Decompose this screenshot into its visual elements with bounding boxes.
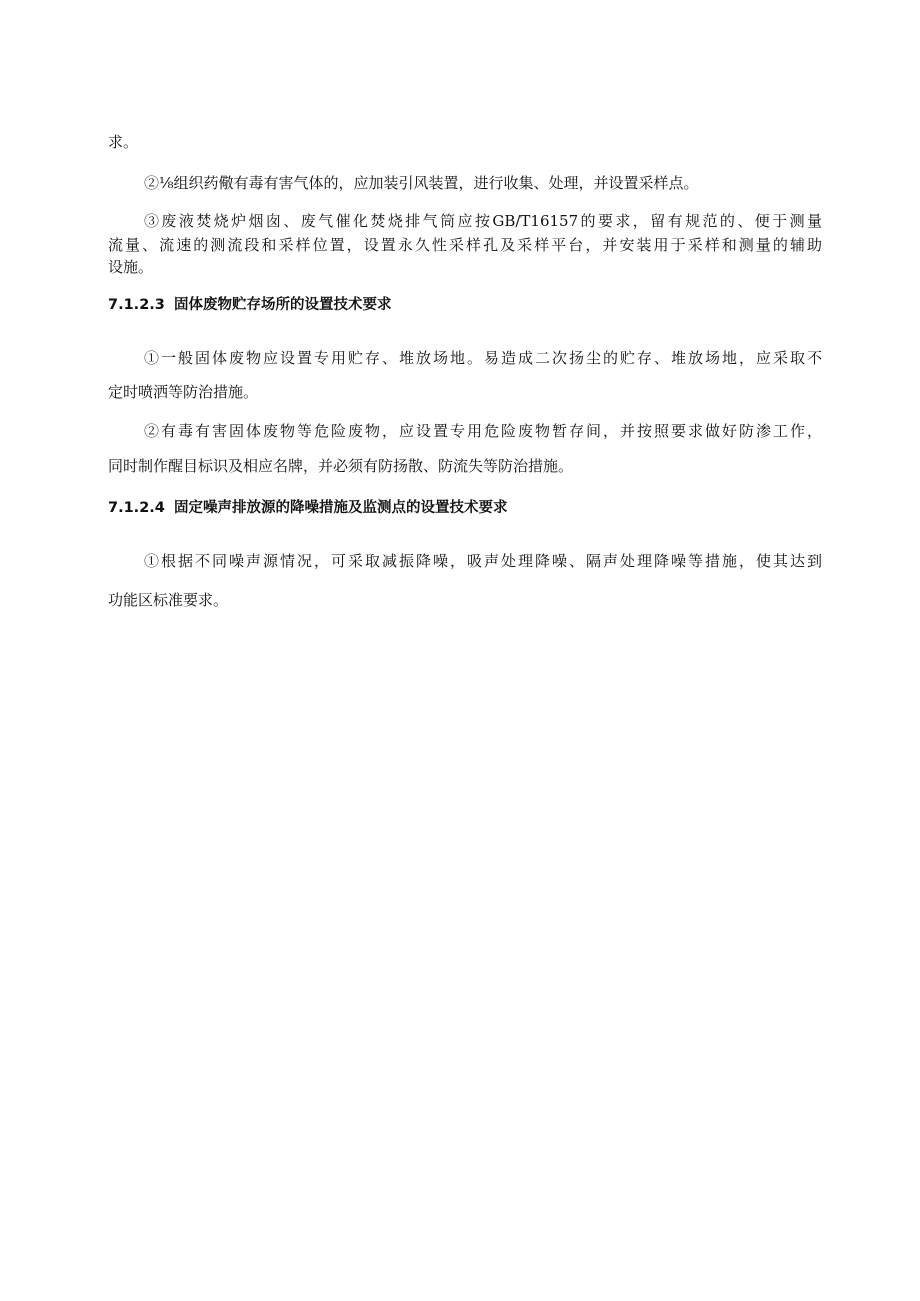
section-heading <box>108 498 508 518</box>
paragraph-line: 流量、流速的测流段和采样位置，设置永久性采样孔及采样平台，并安装用于采样和测量的辅助 <box>108 236 822 254</box>
paragraph-line: 同时制作醒目标识及相应名牌，并必须有防扬散、防流失等防治措施。 <box>108 457 574 475</box>
paragraph-line: ③废液焚烧炉烟囱、废气催化焚烧排气筒应按GB/T16157的要求，留有规范的、便于测量 <box>144 212 822 230</box>
paragraph-line: 求。 <box>108 133 139 151</box>
paragraph-line: 设施。 <box>108 258 154 276</box>
paragraph-line: 功能区标准要求。 <box>108 591 229 609</box>
section-title: 固定噪声排放源的降噪措施及监测点的设置技术要求 <box>174 500 508 516</box>
section-title: 固体废物贮存场所的设置技术要求 <box>174 297 392 313</box>
paragraph-line: 定时喷洒等防治措施。 <box>108 383 259 401</box>
section-heading <box>108 295 392 315</box>
section-number: 7.1.2.4 <box>108 500 165 516</box>
section-number: 7.1.2.3 <box>108 297 165 313</box>
paragraph-line: ①一般固体废物应设置专用贮存、堆放场地。易造成二次扬尘的贮存、堆放场地，应采取不 <box>144 349 822 367</box>
paragraph-line: ②有毒有害固体废物等危险废物，应设置专用危险废物暂存间，并按照要求做好防渗工作， <box>144 422 822 440</box>
paragraph-line: ①根据不同噪声源情况，可采取减振降噪，吸声处理降噪、隔声处理降噪等措施，使其达到 <box>144 552 822 570</box>
paragraph-line: ②⅛组织药儆有毒有害气体的，应加装引风装置，进行收集、处理，并设置采样点。 <box>144 174 699 192</box>
